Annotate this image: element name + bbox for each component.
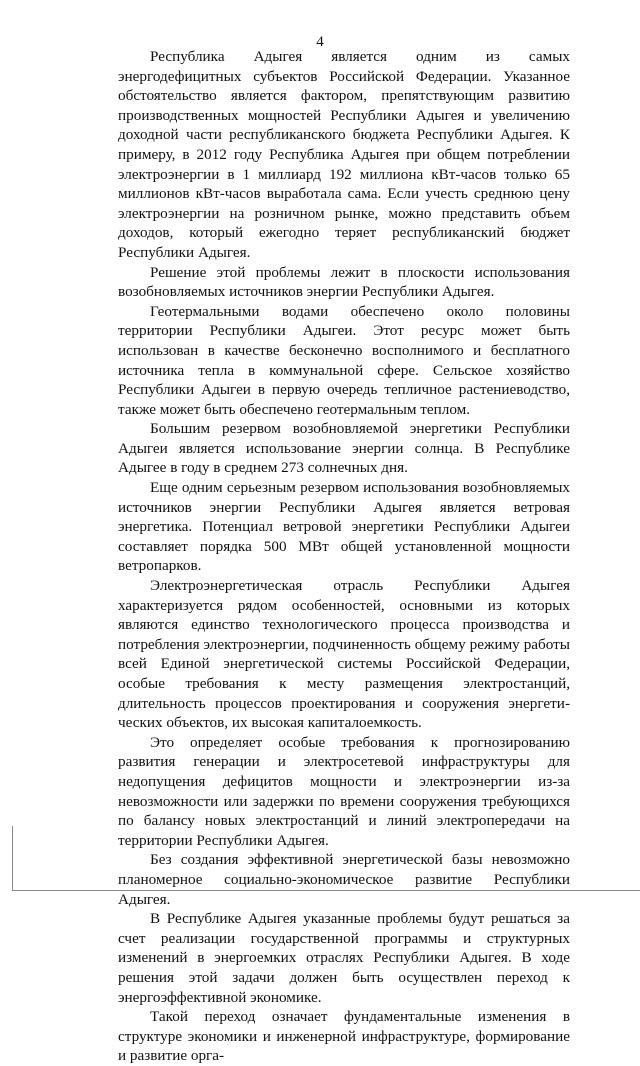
paragraph-transition: Такой переход означает фундаментальные изменения в структуре экономики и инженерной инфраструктуре, формирование и развитие орга- <box>118 1008 570 1065</box>
paragraph-state-program: В Республике Адыгея указанные проблемы будут решаться за счет реализации государственной программы и структурных изменений в энергоемких отраслях Республики Адыгея. В ходе решения этой задачи должен быть осуществлен переход к энергоэффективной экономике. <box>118 910 570 1006</box>
page-number: 4 <box>316 34 324 50</box>
paragraph-industry-features: Электроэнергетическая отрасль Республики Адыгея характеризуется рядом особенностей, основными из которых являются единство технологического процесса производства и потребления электроэнергии, подчиненность общему режиму работы всей Единой энергетической системы Российской Федерации, особые требования к месту размещения электростанций, длительность процессов проектирования и сооружения энергетических объектов, их высокая капиталоемкость. <box>118 577 570 732</box>
paragraph-forecasting: Это определяет особые требования к прогнозированию развития генерации и электросетевой инфраструктуры для недопущения дефицитов мощности и электроэнергии из-за невозможности или задержки по времени сооружения требующихся по балансу новых электростанций и линий электропередачи на территории Республики Адыгея. <box>118 733 570 849</box>
document-body <box>118 47 570 1066</box>
paragraph-energy-deficit: Республика Адыгея является одним из самых энергодефицитных субъектов Российской Федерации. Указанное обстоятельство является фактором, препятствующим развитию производственных мощностей Республики Адыгея и увеличению доходной части республиканского бюджета Республики Адыгея. К примеру, в 2012 году Республика Адыгея при общем потреблении электроэнергии в 1 миллиард 192 миллиона кВт-часов только 65 миллионов кВт-часов выработала сама. Если учесть среднюю цену электроэнергии на розничном рынке, можно представить объем доходов, который ежегодно теряет республиканский бюджет Республики Адыгея. <box>118 48 570 261</box>
paragraph-wind: Еще одним серьезным резервом использования возобновляемых источников энергии Республики Адыгея является ветровая энергетика. Потенциал ветровой энергетики Республики Адыгеи составляет порядка 500 МВт общей установленной мощности ветропарков. <box>118 479 570 575</box>
paragraph-renewable-solution: Решение этой проблемы лежит в плоскости использования возобновляемых источников энергии Республики Адыгея. <box>118 263 570 301</box>
scan-border-left <box>12 826 13 890</box>
scan-border-bottom <box>12 890 640 891</box>
paragraph-geothermal: Геотермальными водами обеспечено около половины территории Республики Адыгеи. Этот ресурс может быть использован в качестве бесконечно восполнимого и бесплатного источника тепла в коммунальной сфере. Сельское хозяйство Республики Адыгеи в первую очередь тепличное растениеводство, также может быть обеспечено геотермальным теплом. <box>118 302 570 418</box>
paragraph-solar: Большим резервом возобновляемой энергетики Республики Адыгеи является использование энергии солнца. В Республике Адыгее в году в среднем 273 солнечных дня. <box>118 420 570 477</box>
paragraph-energy-base: Без создания эффективной энергетической базы невозможно планомерное социально-экономическое развитие Республики Адыгея. <box>118 851 570 908</box>
